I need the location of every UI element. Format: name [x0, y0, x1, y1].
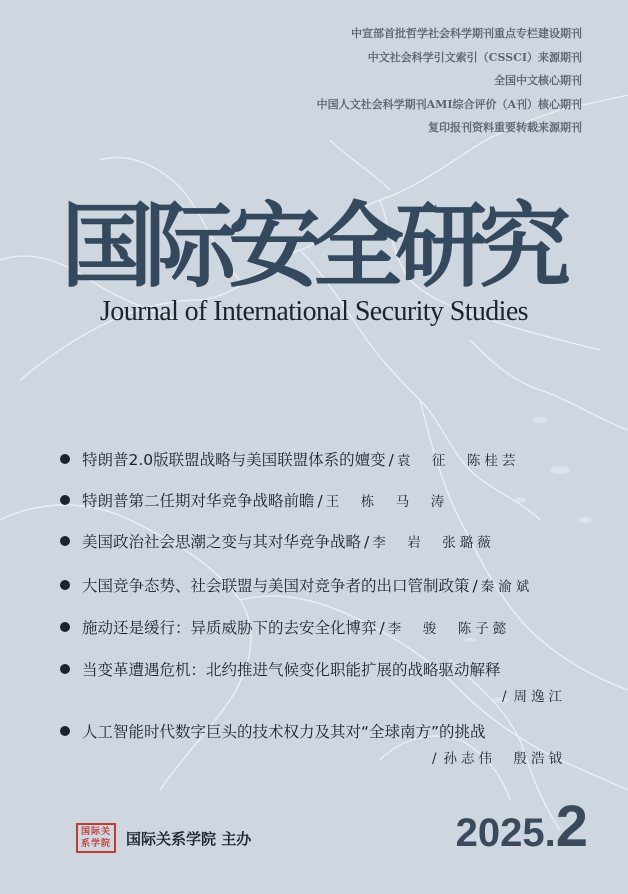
bullet-icon [60, 664, 70, 674]
article-authors: 王 栋 马 涛 [325, 494, 449, 510]
article-title: 当变革遭遇危机：北约推进气候变化职能扩展的战略驱动解释 [82, 661, 501, 679]
article-authors: 袁 征 陈桂芸 [396, 453, 520, 469]
article-title: 特朗普2.0版联盟战略与美国联盟体系的嬗变 [82, 451, 386, 469]
bullet-icon [60, 622, 70, 632]
publisher-name: 国际关系学院 主办 [126, 829, 252, 848]
article-authors: 周逸江 [513, 689, 566, 705]
bullet-icon [60, 580, 70, 590]
indexing-tag: 中宣部首批哲学社会科学期刊重点专栏建设期刊 [351, 27, 582, 40]
publisher [76, 822, 251, 854]
article-title: 人工智能时代数字巨头的技术权力及其对“全球南方”的挑战 [82, 723, 486, 741]
bullet-icon [60, 536, 70, 546]
article-title: 施动还是缓行：异质威胁下的去安全化博弈 [82, 619, 377, 637]
article-authors: 秦渝斌 [480, 579, 534, 595]
bullet-icon [60, 726, 70, 736]
journal-cover: 中宣部首批哲学社会科学期刊重点专栏建设期刊 中文社会科学引文索引（CSSCI）来源期刊 全国中文核心期刊 中国人文社会科学期刊AMI综合评价（A刊）核心期刊 复印报刊资料重要转载来源期刊 国际安全研究 Journal of International Security Studies 特朗普2.0版联盟战略与美国联盟体系的嬗变 / 袁 征 陈桂芸 特朗普第二任期对华竞争战略前瞻 / 王 栋 马 涛 美国政治社会思潮之变与其对华竞争战略 / 李 岩 张璐薇 大国竞争态势、社会联盟与美国对竞争者的出口管制政策 / 秦渝斌 施动还是缓行：异质威胁下的去安全化博弈 / 李 骏 陈子懿 当变革遭遇危机：北约推进气候变化职能扩展的战略驱动解释 / 周逸江 人工智能时代数字巨头的技术权力及其对“全球南方”的挑战 / 孙志伟 殷浩钺 国际关系学院 国际关系学院 主办 2025.2 [0, 0, 628, 894]
indexing-tag: 中国人文社会科学期刊AMI综合评价（A刊）核心期刊 [316, 97, 582, 111]
bullet-icon [60, 495, 70, 505]
indexing-tag: 复印报刊资料重要转载来源期刊 [428, 121, 582, 134]
article-title: 美国政治社会思潮之变与其对华竞争战略 [82, 533, 362, 551]
journal-title-english: Journal of International Security Studies [100, 296, 528, 327]
issue-number [456, 793, 588, 860]
indexing-tag: 全国中文核心期刊 [494, 74, 582, 87]
journal-title-chinese-text: 国际安全研究 [61, 193, 571, 295]
issue-year: 2025. [455, 811, 556, 855]
bullet-icon [60, 454, 70, 464]
university-seal-logo: 国际关系学院 [76, 823, 116, 853]
indexing-tags [317, 22, 582, 140]
issue-no: 2 [555, 794, 588, 859]
article-authors: 李 骏 陈子懿 [387, 621, 511, 637]
article-title: 大国竞争态势、社会联盟与美国对竞争者的出口管制政策 [82, 577, 470, 595]
indexing-tag: 中文社会科学引文索引（CSSCI）来源期刊 [367, 50, 582, 64]
journal-title-chinese [56, 190, 576, 295]
article-title: 特朗普第二任期对华竞争战略前瞻 [82, 492, 315, 510]
article-authors: 李 岩 张璐薇 [372, 535, 495, 551]
article-authors: 孙志伟 殷浩钺 [443, 751, 566, 767]
